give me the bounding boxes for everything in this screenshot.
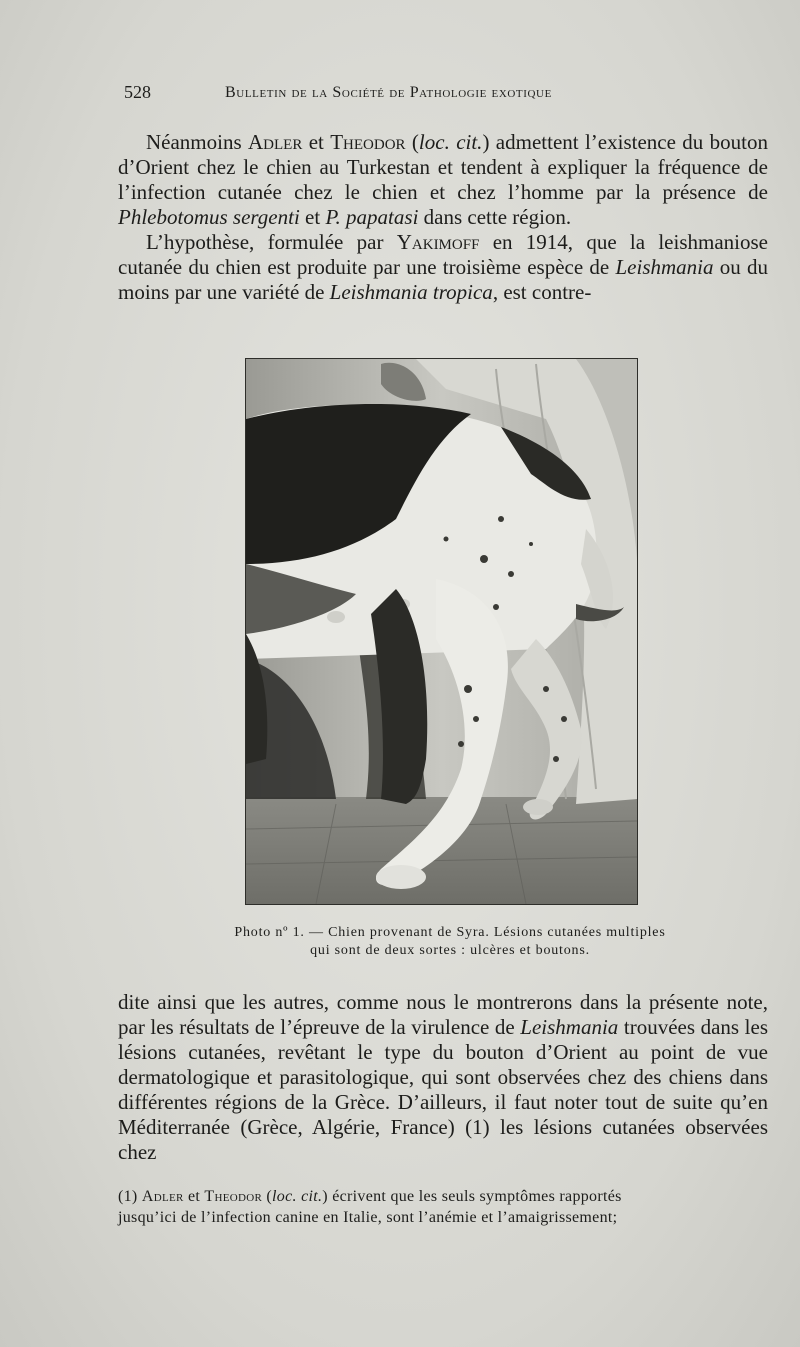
body-text-bottom — [118, 990, 768, 1165]
author-name: Theodor — [204, 1188, 263, 1205]
dog-photograph — [245, 358, 638, 905]
page-number: 528 — [124, 82, 151, 102]
author-name: Theodor — [330, 130, 406, 154]
author-name: Yakimoff — [396, 230, 480, 254]
body-text-top — [118, 130, 768, 305]
citation: loc. cit. — [272, 1188, 323, 1205]
species-name: P. papatasi — [325, 205, 419, 229]
figure-caption — [140, 924, 760, 960]
citation: loc. cit. — [418, 130, 483, 154]
paragraph: dite ainsi que les autres, comme nous le montrerons dans la présente note, par les résultats de l’épreuve de la virulence de Leishmania trouvées dans les lésions cutanées, revêtant le type du bouton d’Orient au point de vue dermatologique et parasitologique, qui sont observées chez des chiens dans différentes régions de la Grèce. D’ailleurs, il faut noter tout de suite qu’en Méditerranée (Grèce, Algérie, France) (1) les lésions cutanées observées chez — [118, 990, 768, 1164]
footnote-line: jusqu’ici de l’infection canine en Italie, sont l’anémie et l’amaigrissement; — [118, 1209, 618, 1226]
paragraph: L’hypothèse, formulée par Yakimoff en 1914, que la leishmaniose cutanée du chien est produite par une troisième espèce de Leishmania ou du moins par une variété de Leishmania tropica, est contre- — [118, 230, 769, 304]
species-name: Phlebotomus sergenti — [118, 205, 300, 229]
footnote-marker: (1) — [118, 1188, 142, 1205]
genus-name: Leishmania — [520, 1015, 619, 1039]
footnote-line: (1) Adler et Theodor (loc. cit.) écrivent que les seuls symptômes rapportés — [118, 1188, 622, 1205]
page-header — [124, 78, 674, 106]
author-name: Adler — [248, 130, 303, 154]
running-title: Bulletin de la Société de Pathologie exotique — [225, 84, 552, 101]
species-name: Leishmania tropica — [329, 280, 493, 304]
footnote — [118, 1186, 768, 1228]
caption-line: Photo nº 1. — Chien provenant de Syra. Lésions cutanées multiples — [234, 925, 666, 940]
caption-line: qui sont de deux sortes : ulcères et boutons. — [310, 943, 590, 958]
genus-name: Leishmania — [615, 255, 714, 279]
author-name: Adler — [141, 1188, 184, 1205]
paragraph: Néanmoins Adler et Theodor (loc. cit.) admettent l’existence du bouton d’Orient chez le chien au Turkestan et tendent à expliquer la fréquence de l’infection cutanée chez le chien et chez l’homme par la présence de Phlebotomus sergenti et P. papatasi dans cette région. — [118, 130, 768, 229]
